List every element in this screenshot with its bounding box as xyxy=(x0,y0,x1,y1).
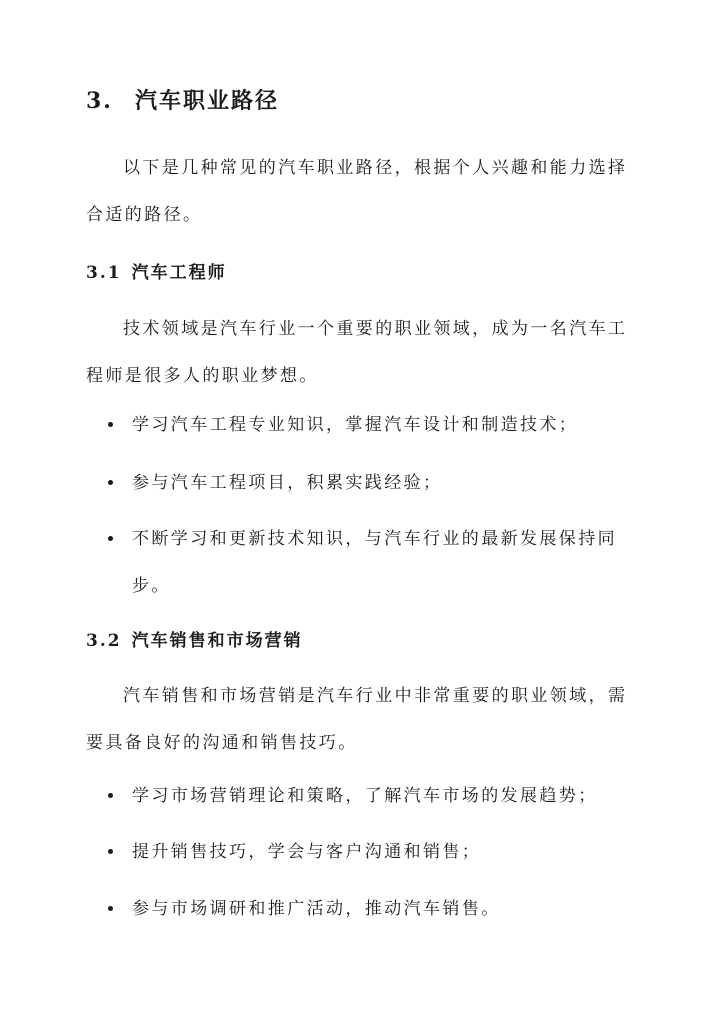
list-item-text: 不断学习和更新技术知识，与汽车行业的最新发展保持同步。 xyxy=(132,529,617,596)
subsection-heading-engineer xyxy=(86,258,227,283)
bullet-icon xyxy=(108,480,113,485)
list-item-text: 提升销售技巧，学会与客户沟通和销售； xyxy=(132,842,482,862)
bullet-icon xyxy=(108,793,113,798)
list-item xyxy=(108,773,628,820)
subsection-heading-sales xyxy=(86,626,303,651)
bullet-icon xyxy=(108,906,113,911)
list-item xyxy=(108,402,628,449)
subsection-title: 汽车工程师 xyxy=(131,263,227,283)
bullet-icon xyxy=(108,849,113,854)
list-item-text: 学习汽车工程专业知识，掌握汽车设计和制造技术； xyxy=(132,415,579,435)
list-item xyxy=(108,886,628,933)
subsection-title: 汽车销售和市场营销 xyxy=(131,631,303,651)
list-item-text: 学习市场营销理论和策略，了解汽车市场的发展趋势； xyxy=(132,786,598,806)
bullet-icon xyxy=(108,422,113,427)
subsection-number: 3.2 xyxy=(86,631,122,651)
list-item xyxy=(108,829,628,876)
section-heading xyxy=(86,84,279,115)
intro-paragraph: 以下是几种常见的汽车职业路径，根据个人兴趣和能力选择合适的路径。 xyxy=(86,158,628,225)
list-item-text: 参与汽车工程项目，积累实践经验； xyxy=(132,473,443,493)
section-number: 3. xyxy=(86,88,113,114)
bullet-icon xyxy=(108,536,113,541)
section-title: 汽车职业路径 xyxy=(134,88,279,114)
sales-paragraph: 汽车销售和市场营销是汽车行业中非常重要的职业领域，需要具备良好的沟通和销售技巧。 xyxy=(86,686,628,753)
engineer-paragraph: 技术领域是汽车行业一个重要的职业领域，成为一名汽车工程师是很多人的职业梦想。 xyxy=(86,319,628,386)
subsection-number: 3.1 xyxy=(86,263,122,283)
list-item xyxy=(108,516,628,610)
list-item-text: 参与市场调研和推广活动，推动汽车销售。 xyxy=(132,899,501,919)
list-item xyxy=(108,460,628,507)
